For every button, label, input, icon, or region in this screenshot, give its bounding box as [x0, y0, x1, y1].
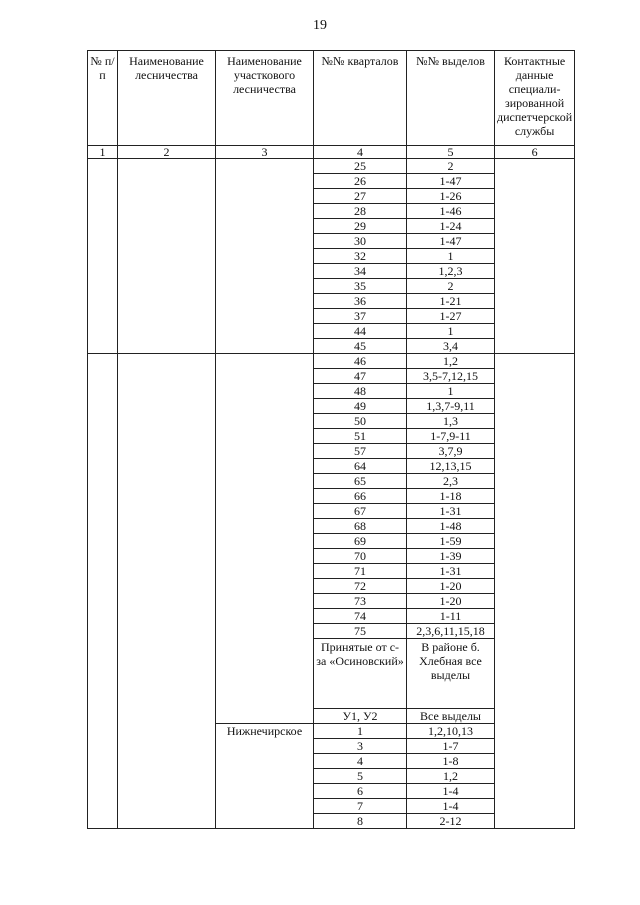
blank-subdistrict-cell: [216, 159, 314, 354]
plots-cell: 1,2: [407, 354, 495, 369]
quarter-cell: 5: [314, 769, 407, 784]
quarter-cell: 75: [314, 624, 407, 639]
quarter-cell: 70: [314, 549, 407, 564]
u-plots-cell: Все выделы: [407, 709, 495, 724]
plots-cell: 1-4: [407, 784, 495, 799]
quarter-cell: 8: [314, 814, 407, 829]
quarter-cell: 65: [314, 474, 407, 489]
quarter-cell: 32: [314, 249, 407, 264]
column-number: 1: [88, 146, 118, 159]
quarter-cell: 51: [314, 429, 407, 444]
quarter-cell: 26: [314, 174, 407, 189]
quarter-cell: 45: [314, 339, 407, 354]
blank-num-cell: [88, 159, 118, 354]
plots-cell: 1,3: [407, 414, 495, 429]
plots-cell: 1-11: [407, 609, 495, 624]
forestry-table: [87, 50, 575, 829]
plots-cell: 1-27: [407, 309, 495, 324]
quarter-cell: 73: [314, 594, 407, 609]
quarter-cell: 6: [314, 784, 407, 799]
plots-cell: 2-12: [407, 814, 495, 829]
quarter-cell: 50: [314, 414, 407, 429]
plots-cell: 1-4: [407, 799, 495, 814]
quarter-cell: 7: [314, 799, 407, 814]
plots-cell: 1-20: [407, 579, 495, 594]
plots-cell: 1-48: [407, 519, 495, 534]
blank-contacts-cell: [495, 354, 575, 829]
header-forestry: Наименование лесничества: [118, 51, 216, 146]
quarter-cell: 44: [314, 324, 407, 339]
plots-cell: 3,5-7,12,15: [407, 369, 495, 384]
plots-cell: 2,3: [407, 474, 495, 489]
column-number-row: [88, 146, 575, 159]
plots-cell: 1-24: [407, 219, 495, 234]
quarter-cell: 66: [314, 489, 407, 504]
quarter-cell: 29: [314, 219, 407, 234]
blank-forestry-cell: [118, 354, 216, 829]
plots-cell: 1-47: [407, 234, 495, 249]
blank-subdistrict-cell: [216, 354, 314, 724]
plots-cell: 1-21: [407, 294, 495, 309]
table-row: [88, 159, 575, 174]
u-quarter-cell: У1, У2: [314, 709, 407, 724]
plots-cell: 1: [407, 384, 495, 399]
plots-cell: 1-31: [407, 504, 495, 519]
blank-contacts-cell: [495, 159, 575, 354]
plots-cell: 1-26: [407, 189, 495, 204]
plots-cell: 1-7: [407, 739, 495, 754]
column-number: 2: [118, 146, 216, 159]
plots-cell: 12,13,15: [407, 459, 495, 474]
plots-cell: 1: [407, 249, 495, 264]
header-subdistrict: Наименование участкового лесничества: [216, 51, 314, 146]
quarter-cell: 35: [314, 279, 407, 294]
plots-cell: 1-7,9-11: [407, 429, 495, 444]
plots-cell: 3,4: [407, 339, 495, 354]
quarter-cell: 36: [314, 294, 407, 309]
table-body: [88, 51, 575, 829]
quarter-cell: 37: [314, 309, 407, 324]
quarter-cell: 72: [314, 579, 407, 594]
quarter-cell: 67: [314, 504, 407, 519]
column-number: 5: [407, 146, 495, 159]
header-row: [88, 51, 575, 146]
column-number: 6: [495, 146, 575, 159]
plots-cell: 1-18: [407, 489, 495, 504]
plots-cell: 2: [407, 279, 495, 294]
quarter-cell: 28: [314, 204, 407, 219]
header-quarters: №№ кварталов: [314, 51, 407, 146]
quarter-cell: 68: [314, 519, 407, 534]
plots-cell: 1,2: [407, 769, 495, 784]
plots-cell: 1-39: [407, 549, 495, 564]
quarter-cell: 49: [314, 399, 407, 414]
quarter-cell: 30: [314, 234, 407, 249]
plots-cell: 1,2,3: [407, 264, 495, 279]
plots-cell: 2,3,6,11,15,18: [407, 624, 495, 639]
quarter-cell: 69: [314, 534, 407, 549]
subdistrict-name: Нижнечирское: [216, 724, 314, 829]
column-number: 4: [314, 146, 407, 159]
blank-forestry-cell: [118, 159, 216, 354]
header-plots: №№ выделов: [407, 51, 495, 146]
plots-cell: 1-31: [407, 564, 495, 579]
quarter-cell: 46: [314, 354, 407, 369]
table-row: [88, 354, 575, 369]
plots-cell: 3,7,9: [407, 444, 495, 459]
plots-cell: 1,2,10,13: [407, 724, 495, 739]
plots-cell: 1,3,7-9,11: [407, 399, 495, 414]
transfer-plots-cell: В районе б. Хлебная все выделы: [407, 639, 495, 709]
transfer-quarter-cell: Принятые от с-за «Осиновский»: [314, 639, 407, 709]
blank-num-cell: [88, 354, 118, 829]
plots-cell: 1-47: [407, 174, 495, 189]
plots-cell: 2: [407, 159, 495, 174]
plots-cell: 1-59: [407, 534, 495, 549]
quarter-cell: 27: [314, 189, 407, 204]
header-contacts: Контактные данные специали-зированной диспетчерской службы: [495, 51, 575, 146]
quarter-cell: 48: [314, 384, 407, 399]
quarter-cell: 34: [314, 264, 407, 279]
quarter-cell: 74: [314, 609, 407, 624]
quarter-cell: 57: [314, 444, 407, 459]
column-number: 3: [216, 146, 314, 159]
quarter-cell: 3: [314, 739, 407, 754]
header-num: № п/п: [88, 51, 118, 146]
page-number: 19: [313, 18, 327, 33]
quarter-cell: 64: [314, 459, 407, 474]
plots-cell: 1: [407, 324, 495, 339]
plots-cell: 1-46: [407, 204, 495, 219]
plots-cell: 1-20: [407, 594, 495, 609]
quarter-cell: 4: [314, 754, 407, 769]
quarter-cell: 1: [314, 724, 407, 739]
quarter-cell: 47: [314, 369, 407, 384]
quarter-cell: 71: [314, 564, 407, 579]
quarter-cell: 25: [314, 159, 407, 174]
plots-cell: 1-8: [407, 754, 495, 769]
